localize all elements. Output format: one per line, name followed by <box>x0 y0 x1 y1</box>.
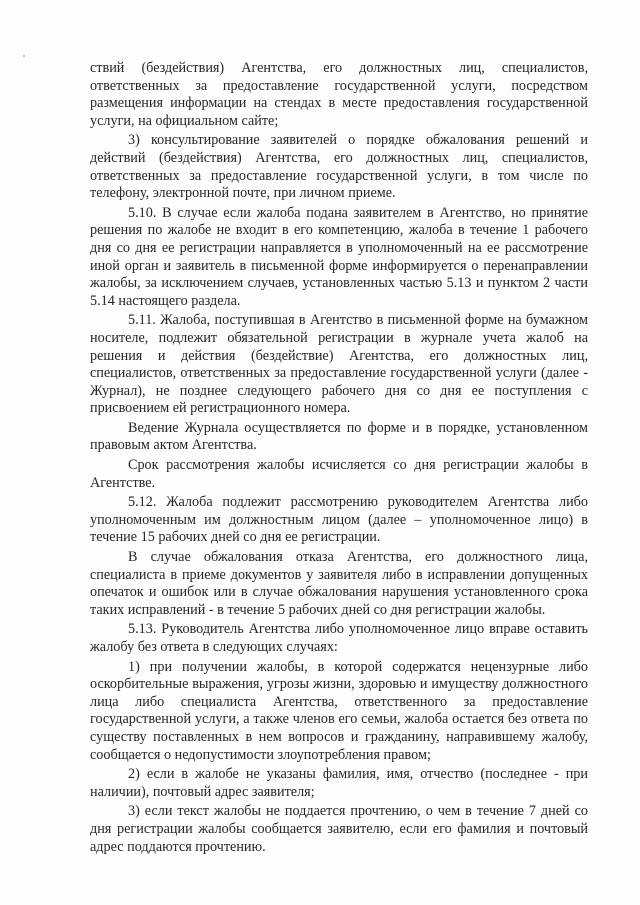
document-body <box>90 60 588 858</box>
paragraph-journal: Ведение Журнала осуществляется по форме и в порядке, установленном правовым актом Агентства. <box>90 419 588 454</box>
paragraph-5-12: 5.12. Жалоба подлежит рассмотрению руководителем Агентства либо уполномоченным им должностным лицом (далее – уполномоченное лицо) в течение 15 рабочих дней со дня ее регистрации. <box>90 494 588 546</box>
paragraph-5-11: 5.11. Жалоба, поступившая в Агентство в письменной форме на бумажном носителе, подлежит обязательной регистрации в журнале учета жалоб на решения и действия (бездействие) Агентства, его должностных лиц, специалистов, ответственных за предоставление государственной услуги (далее - Журнал), не позднее следующего рабочего дня со дня ее поступления с присвоением ей регистрационного номера. <box>90 312 588 417</box>
paragraph-appeal-refusal: В случае обжалования отказа Агентства, его должностного лица, специалиста в приеме документов у заявителя либо в исправлении допущенных опечаток и ошибок или в случае обжалования нарушения установленного срока таких исправлений - в течение 5 рабочих дней со дня регистрации жалобы. <box>90 549 588 618</box>
paragraph-continuation: ствий (бездействия) Агентства, его должностных лиц, специалистов, ответственных за предоставление государственной услуги, посредством размещения информации на стендах в месте предоставления государственной услуги, на официальном сайте; <box>90 60 588 129</box>
paragraph-5-10: 5.10. В случае если жалоба подана заявителем в Агентство, но принятие решения по жалобе не входит в его компетенцию, жалоба в течение 1 рабочего дня со дня ее регистрации направляется в уполномоченный на ее рассмотрение иной орган и заявитель в письменной форме информируется о перенаправлении жалобы, за исключением случаев, установленных частью 5.13 и пунктом 2 части 5.14 настоящего раздела. <box>90 204 588 309</box>
scan-speck <box>23 55 25 57</box>
paragraph-case-2: 2) если в жалобе не указаны фамилия, имя, отчество (последнее - при наличии), почтовый адрес заявителя; <box>90 766 588 800</box>
paragraph-5-13: 5.13. Руководитель Агентства либо уполномоченное лицо вправе оставить жалобу без ответа в следующих случаях: <box>90 621 588 655</box>
paragraph-case-1: 1) при получении жалобы, в которой содержатся нецензурные либо оскорбительные выражения, угрозы жизни, здоровью и имуществу должностного лица либо специалиста Агентства, ответственного за предоставление государственной услуги, а также членов его семьи, жалоба остается без ответа по существу поставленных в нем вопросов и гражданину, направившему жалобу, сообщается о недопустимости злоупотребления правом; <box>90 658 588 763</box>
paragraph-term: Срок рассмотрения жалобы исчисляется со дня регистрации жалобы в Агентстве. <box>90 457 588 491</box>
paragraph-item-3: 3) консультирование заявителей о порядке обжалования решений и действий (бездействия) Агентства, его должностных лиц, специалистов, ответственных за предоставление государственной услуги, в том числе по телефону, электронной почте, при личном приеме. <box>90 132 588 202</box>
paragraph-case-3: 3) если текст жалобы не поддается прочтению, о чем в течение 7 дней со дня регистрации жалобы сообщается заявителю, если его фамилия и почтовый адрес поддаются прочтению. <box>90 803 588 855</box>
